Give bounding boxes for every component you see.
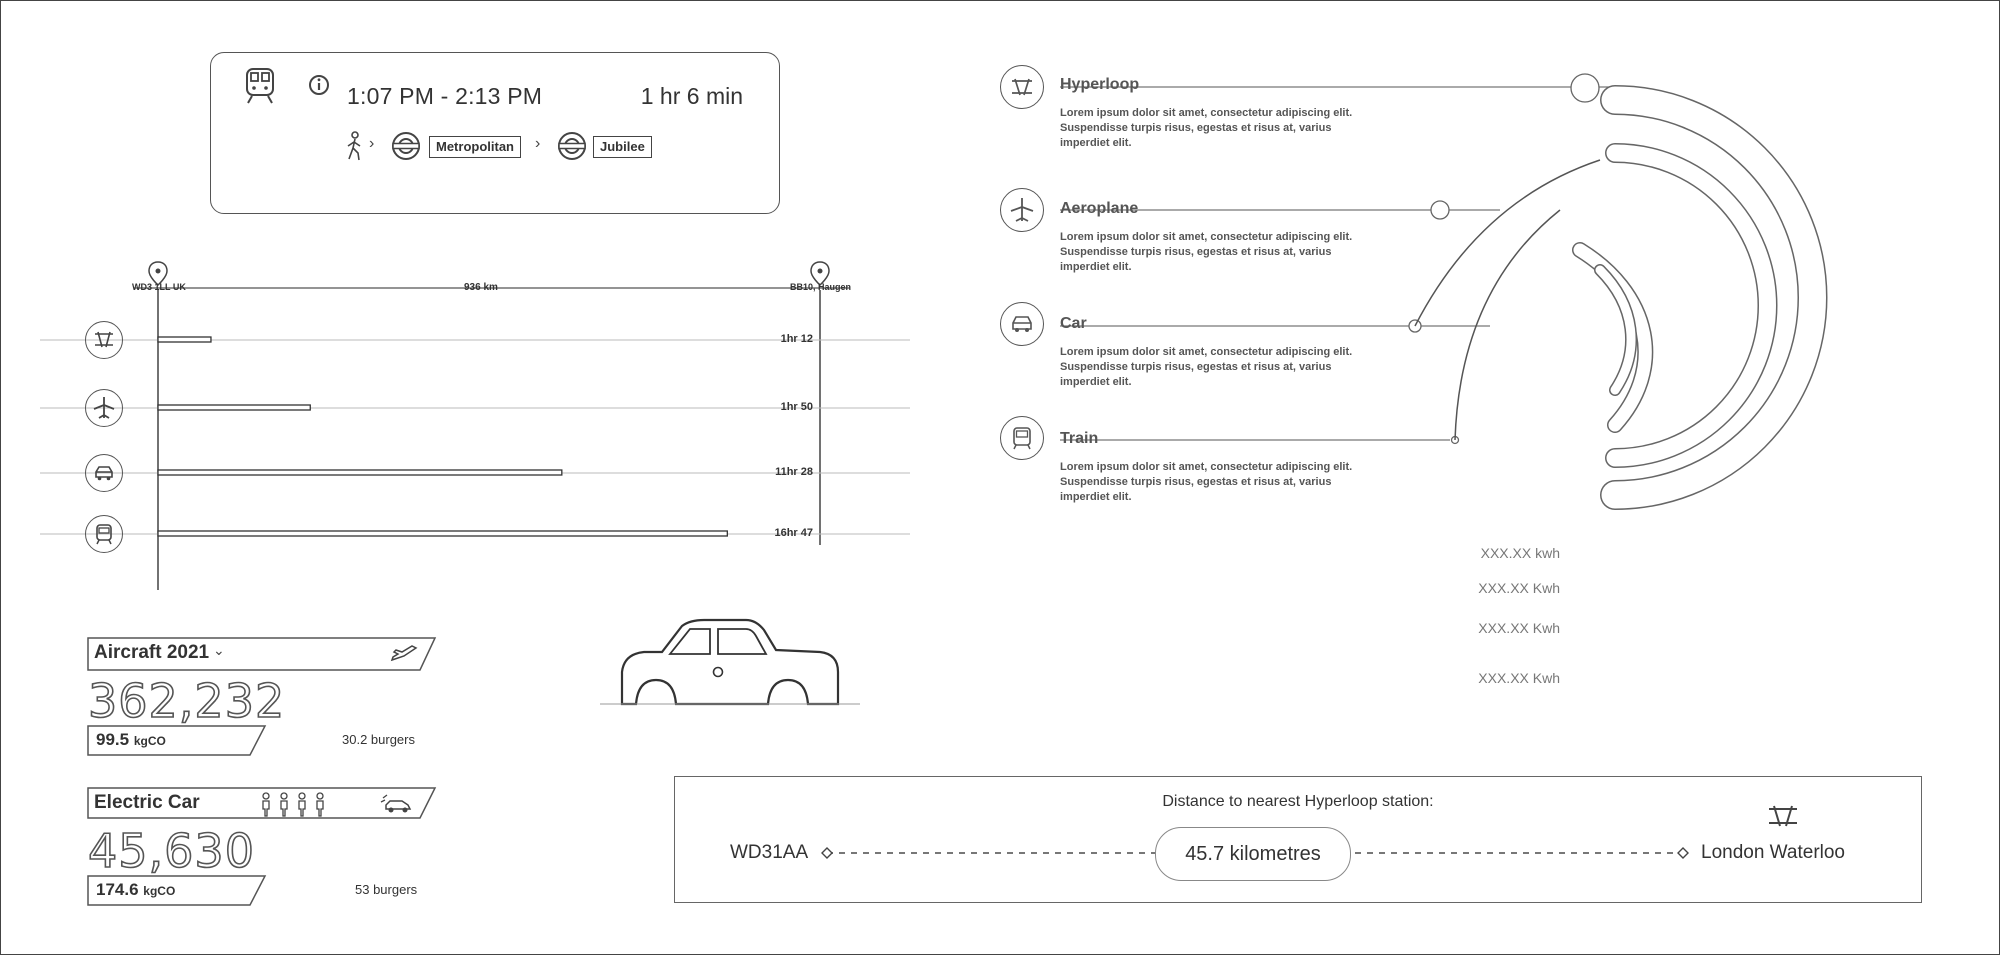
- duration-bar: [158, 470, 562, 475]
- duration-bar: [158, 337, 211, 342]
- mode-info-desc: Lorem ipsum dolor sit amet, consectetur adipiscing elit. Suspendisse turpis risus, egestas et risus at, varius imperdiet elit.: [1060, 346, 1353, 388]
- duration-bar: [158, 405, 310, 410]
- mode-info-button-hyperloop[interactable]: [1000, 65, 1044, 109]
- stat-title-electric-car[interactable]: Electric Car: [94, 792, 200, 813]
- train-icon: [86, 516, 122, 552]
- mode-button-airplane[interactable]: [85, 389, 123, 427]
- journey-time-range: 1:07 PM - 2:13 PM: [347, 83, 543, 109]
- car-icon: [1001, 303, 1043, 345]
- train-icon: [1001, 417, 1043, 459]
- energy-label-train: XXX.XX Kwh: [1478, 670, 1560, 686]
- route-distance: 936 km: [464, 282, 498, 293]
- mode-button-hyperloop[interactable]: [85, 321, 123, 359]
- mode-button-car[interactable]: [85, 454, 123, 492]
- distance-from: WD31AA: [730, 842, 809, 863]
- line-chip-jubilee[interactable]: Jubilee: [593, 136, 652, 158]
- stat-burgers-electric-car: 53 burgers: [355, 882, 418, 897]
- duration-label: 1hr 50: [780, 401, 813, 413]
- car-icon: [86, 455, 122, 491]
- airplane-icon: [1001, 189, 1043, 231]
- route-origin: WD3 1LL UK: [132, 282, 186, 292]
- chevron-right-icon: ›: [369, 135, 375, 152]
- duration-label: 16hr 47: [774, 527, 813, 539]
- mode-info-title: Train: [1060, 430, 1099, 447]
- mode-button-train[interactable]: [85, 515, 123, 553]
- route-comparison: [0, 0, 920, 620]
- mode-info-title: Hyperloop: [1060, 76, 1140, 93]
- energy-comparison: [960, 40, 1970, 740]
- mode-info-button-car[interactable]: [1000, 302, 1044, 346]
- chevron-down-icon[interactable]: ⌄: [213, 642, 225, 658]
- energy-label-hyperloop: XXX.XX kwh: [1480, 545, 1560, 561]
- emission-stats: [80, 630, 440, 910]
- nearest-station-panel: [674, 776, 1922, 903]
- duration-bar: [158, 531, 727, 536]
- airplane-takeoff-icon: [390, 644, 418, 664]
- hyperloop-icon: [1001, 66, 1043, 108]
- mode-info-button-aeroplane[interactable]: [1000, 188, 1044, 232]
- airplane-icon: [86, 390, 122, 426]
- hyperloop-icon: [86, 322, 122, 358]
- mode-info-desc: Lorem ipsum dolor sit amet, consectetur adipiscing elit. Suspendisse turpis risus, egestas et risus at, varius imperdiet elit.: [1060, 461, 1353, 503]
- passengers-icon: [258, 792, 330, 818]
- hyperloop-icon: [1763, 801, 1803, 833]
- electric-car-icon: [380, 794, 414, 816]
- chevron-right-icon: ›: [535, 135, 541, 152]
- energy-label-aeroplane: XXX.XX Kwh: [1478, 580, 1560, 596]
- stat-title-aircraft[interactable]: Aircraft 2021: [94, 642, 210, 663]
- journey-duration: 1 hr 6 min: [640, 83, 743, 109]
- energy-label-car: XXX.XX Kwh: [1478, 620, 1560, 636]
- mode-info-desc: Lorem ipsum dolor sit amet, consectetur adipiscing elit. Suspendisse turpis risus, egestas et risus at, varius imperdiet elit.: [1060, 231, 1353, 273]
- mode-info-desc: Lorem ipsum dolor sit amet, consectetur adipiscing elit. Suspendisse turpis risus, egestas et risus at, varius imperdiet elit.: [1060, 107, 1353, 149]
- distance-to: London Waterloo: [1701, 842, 1846, 863]
- distance-value: 45.7 kilometres: [1155, 827, 1351, 881]
- stat-value-electric-car: 45,630: [88, 824, 255, 878]
- stat-burgers-aircraft: 30.2 burgers: [342, 732, 415, 747]
- route-destination: BB10, Haugen: [790, 282, 852, 292]
- mode-info-button-train[interactable]: [1000, 416, 1044, 460]
- stat-co2-aircraft: 99.5 kgCO: [96, 730, 166, 749]
- line-chip-metropolitan[interactable]: Metropolitan: [429, 136, 521, 158]
- stat-value-aircraft: 362,232: [88, 674, 286, 728]
- distance-title: Distance to nearest Hyperloop station:: [1162, 793, 1434, 810]
- mode-info-title: Car: [1060, 315, 1087, 332]
- duration-label: 1hr 12: [780, 333, 813, 345]
- car-illustration: [600, 612, 860, 717]
- mode-info-title: Aeroplane: [1060, 200, 1139, 217]
- duration-label: 11hr 28: [775, 466, 813, 478]
- stat-co2-electric-car: 174.6 kgCO: [96, 880, 176, 899]
